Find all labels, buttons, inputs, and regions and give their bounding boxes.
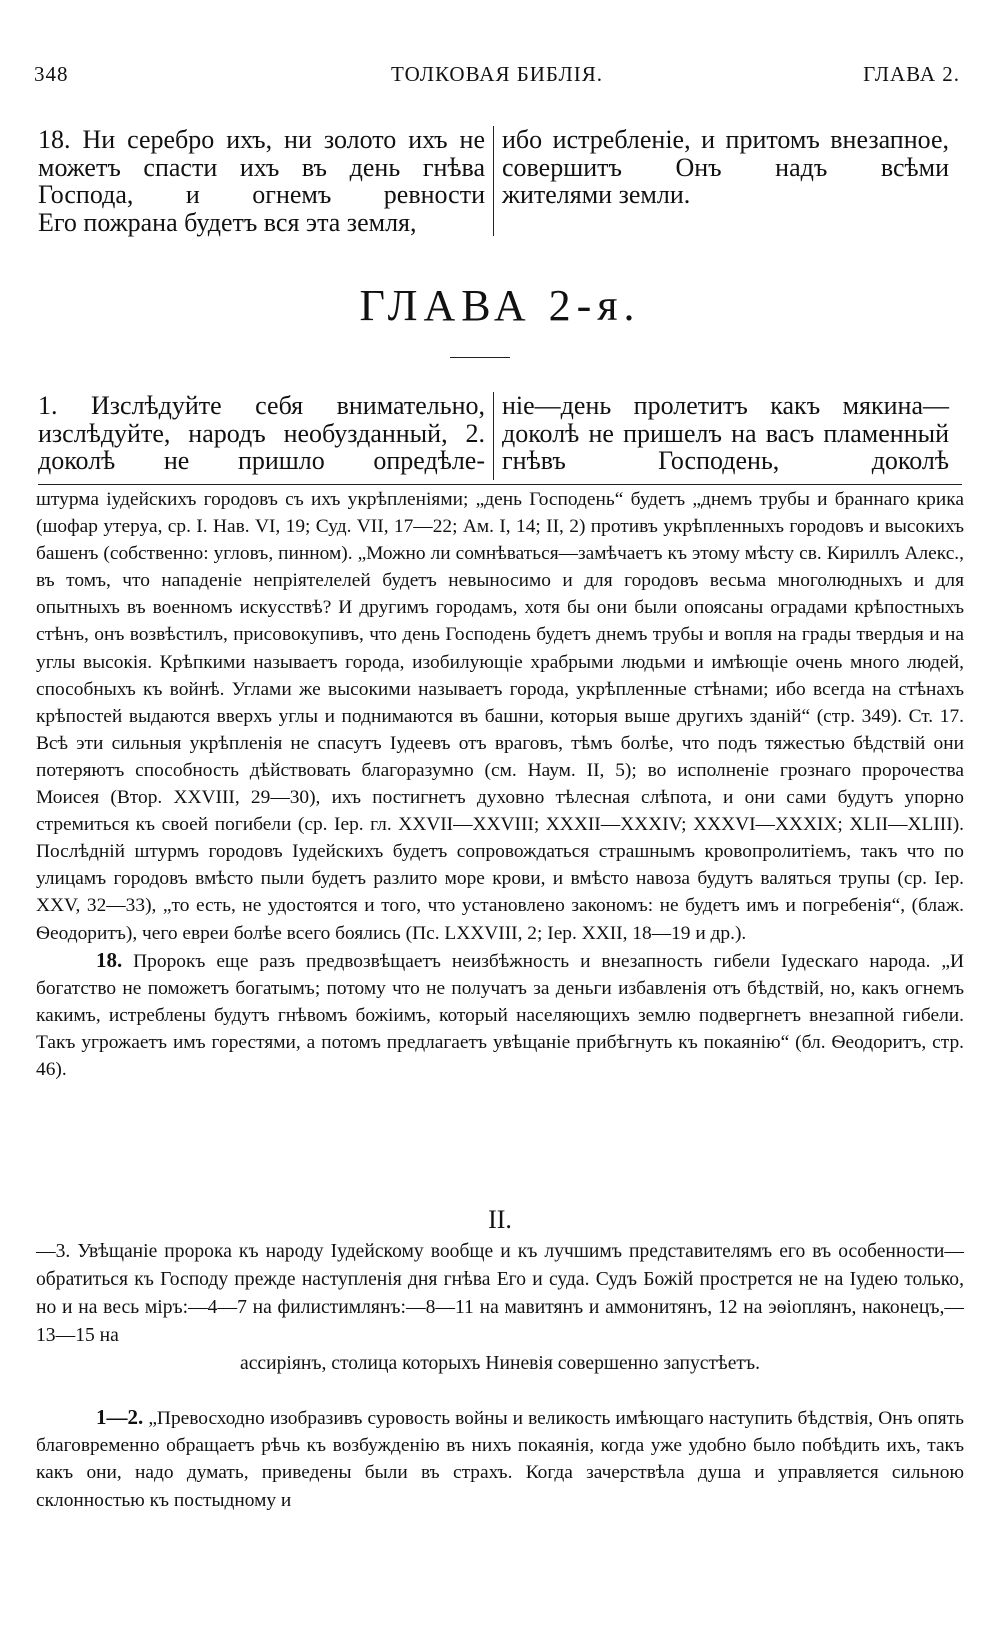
verse-ref-number: 18. (96, 947, 123, 972)
verse-text: ніе—день пролетитъ какъ мякина— доколѣ не пришелъ на васъ пламенный гнѣвъ Господень, доколѣ (502, 391, 949, 475)
commentary-block-2 (36, 1404, 964, 1514)
commentary-block (36, 486, 964, 1083)
commentary-paragraph: штурма іудейскихъ городовъ съ ихъ укрѣпленіями; „день Господень“ будетъ „днемъ трубы и браннаго крика (шофар утеруа, ср. І. Нав. VI, 19; Суд. VII, 17—22; Ам. I, 14; II, 2) противъ укрѣпленныхъ городовъ и высокихъ башенъ (собственно: угловъ, пинном). „Можно ли сомнѣваться—замѣчаетъ къ этому мѣсту св. Кириллъ Алекс., въ томъ, что нападеніе непріятелелей будетъ невыносимо и для городовъ весьма многолюдныхъ и для опытныхъ въ военномъ искусствѣ? И другимъ городамъ, хотя бы они были опоясаны оградами крѣпостныхъ стѣнъ, онъ возвѣстилъ, присовокупивъ, что день Господень будетъ днемъ трубы и вопля на грады твердыя и на углы высокія. Крѣпкими называетъ города, изобилующіе храбрыми людьми и имѣющіе очень много людей, способныхъ къ войнѣ. Углами же высокими называетъ города, укрѣпленные стѣнами; ибо всегда на стѣнахъ крѣпостей выдаются вверхъ углы и поднимаются въ башни, которыя выше другихъ зданій“ (стр. 349). Ст. 17. Всѣ эти сильныя укрѣпленія не спасутъ Іудеевъ отъ враговъ, тѣмъ болѣе, что подъ тяжестью бѣдствій они потеряютъ способность дѣйствовать благоразумно (см. Наум. II, 5); во исполненіе грознаго пророчества Моисея (Втор. XXVIII, 29—30), ихъ постигнетъ духовно тѣлесная слѣпота, и они сами будутъ упорно стремиться къ своей погибели (ср. Іер. гл. XXVII—XXVIII; XXXII—XXXIV; XXXVI—XXXIX; XLII—XLIII). Послѣдній штурмъ городовъ Іудейскихъ будетъ сопровождаться страшнымъ кровопролитіемъ, такъ что по улицамъ городовъ вмѣсто пыли будетъ разлито море крови, и вмѣсто навоза будутъ валяться трупы (ср. Іер. XXV, 32—33), „то есть, не удостоятся и того, что установлено закономъ: не будетъ имъ и погребенія“, (блаж. Ѳеодоритъ), чего евреи болѣе всего боялись (Пс. LXXVIII, 2; Іер. XXII, 18—19 и др.). (36, 489, 964, 944)
section-number: II. (488, 1205, 512, 1234)
verse-ref-number: 1—2. (96, 1405, 144, 1429)
verse-column-left (38, 392, 485, 480)
commentary-divider (38, 484, 962, 485)
commentary-paragraph (36, 1404, 964, 1514)
verse-text: 1. Изслѣдуйте себя внимательно, изслѣдуйте, народъ необузданный, 2. доколѣ не пришло опредѣле- (38, 391, 485, 475)
verse-column-right (502, 392, 949, 480)
verse-columns-chapter (38, 392, 962, 480)
chapter-label: ГЛАВА 2. (863, 62, 960, 86)
running-header (34, 62, 960, 92)
commentary-paragraph (36, 947, 964, 1083)
section-summary (36, 1238, 964, 1378)
summary-text: —3. Увѣщаніе пророка къ народу Іудейскому вообще и къ лучшимъ представителямъ его въ особенности—обратиться къ Господу прежде наступленія дня гнѣва Его и суда. Судъ Божій прострется не на Іудею только, но и на весь міръ:—4—7 на филистимлянъ:—8—11 на мавитянъ и аммонитянъ, 12 на эѳіоплянъ, наконецъ,—13—15 на (36, 1241, 964, 1346)
chapter-title: ГЛАВА 2-я. (359, 281, 641, 330)
page-number: 348 (34, 62, 69, 86)
verse-text-last-line: Его пожрана будетъ вся эта земля, (38, 207, 417, 237)
title-divider (450, 357, 510, 358)
verse-columns-top (38, 126, 962, 236)
verse-column-left (38, 126, 485, 236)
commentary-text: „Превосходно изобразивъ суровость войны и великость имѣющаго наступить бѣдствія, Онъ опять благовременно обращаетъ рѣчь къ возбужденію въ нихъ покаянія, когда уже удобно было побѣдить ихъ, такъ какъ они, надо думать, приведены были въ страхъ. Когда зачерствѣла душа и управляется сильною склонностью къ постыдному и (36, 1408, 964, 1511)
verse-text: 18. Ни серебро ихъ, ни золото ихъ не можетъ спасти ихъ въ день гнѣва Господа, и огнемъ ревности (38, 125, 485, 209)
verse-text-last-line: жителями земли. (502, 180, 691, 209)
book-title: ТОЛКОВАЯ БИБЛІЯ. (391, 62, 603, 86)
commentary-text: Пророкъ еще разъ предвозвѣщаетъ неизбѣжность и внезапность гибели Іудескаго народа. „И богатство не поможетъ богатымъ; потому что не получатъ за деньги избавленія отъ бѣдствій, но, какъ огнемъ какимъ, истреблены будутъ гнѣвомъ божіимъ, который населяющихъ землю подвергнетъ внезапной гибели. Такъ угрожаетъ имъ горестями, а потомъ предлагаетъ увѣщаніе прибѣгнуть къ покаянію“ (бл. Ѳеодоритъ, стр. 46). (36, 950, 964, 1080)
column-divider (493, 126, 494, 236)
column-divider (493, 392, 494, 480)
verse-column-right (502, 126, 949, 236)
summary-last-line: ассиріянъ, столица которыхъ Ниневія совершенно запустѣетъ. (240, 1353, 760, 1374)
verse-text: ибо истребленіе, и притомъ внезапное, совершитъ Онъ надъ всѣми (502, 125, 949, 182)
